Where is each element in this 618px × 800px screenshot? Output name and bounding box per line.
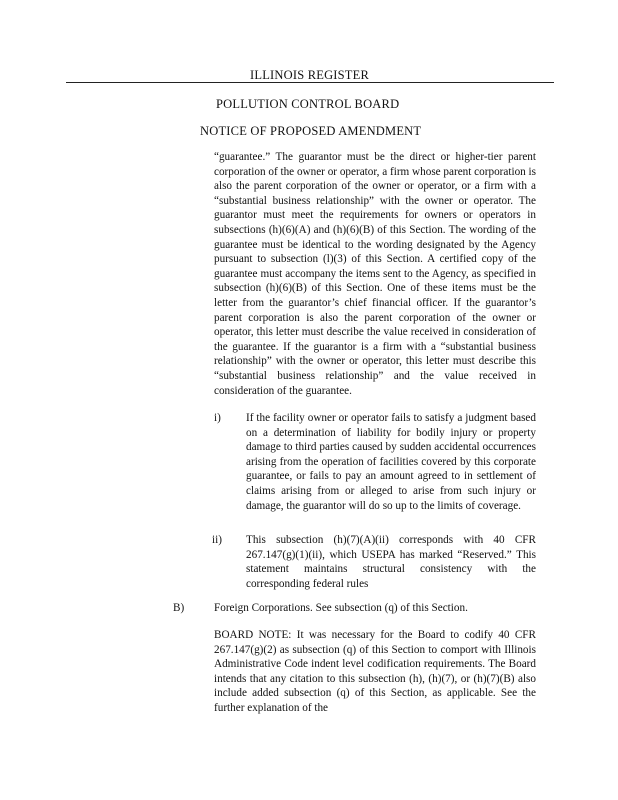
intro-paragraph: “guarantee.” The guarantor must be the direct or higher-tier parent corporation of the owner or operator, a firm whose parent corporation is also the parent corporation of the owner or operator, or a firm with a “substantial business relationship” with the owner or operator. The guarantor must meet the requirements for owners or operators in subsections (h)(6)(A) and (h)(6)(B) of this Section. The wording of the guarantee must be identical to the wording designated by the Agency pursuant to subsection (l)(3) of this Section. A certified copy of the guarantee must accompany the items sent to the Agency, as specified in subsection (h)(6)(B) of this Section. One of these items must be the letter from the guarantor’s chief financial officer. If the guarantor’s parent corporation is also the parent corporation of the owner or operator, this letter must describe the value received in consideration of the guarantee. If the guarantor is a firm with a “substantial business relationship” with the owner or operator, this letter must describe this “substantial business relationship” and the value received in consideration of the guarantee. — [214, 151, 537, 397]
notice-header: NOTICE OF PROPOSED AMENDMENT — [200, 124, 422, 138]
item-ii-text: This subsection (h)(7)(A)(ii) corresponds with 40 CFR 267.147(g)(1)(ii), which USEPA has marked “Reserved.” This statement maintains structural consistency with the corresponding federal rules — [246, 534, 536, 590]
item-i-label: i) — [214, 412, 221, 424]
header-rule — [66, 82, 554, 83]
item-i-text: If the facility owner or operator fails to satisfy a judgment based on a determination of liability for bodily injury or property damage to third parties caused by sudden accidental occurrences arising from the operation of facilities covered by this corporate guarantee, or fails to pay an amount agreed to in settlement of claims arising from or alleged to arise from such injury or damage, the guarantor will do so up to the limits of coverage. — [246, 412, 536, 512]
item-b-text: Foreign Corporations. See subsection (q) of this Section. — [214, 602, 468, 614]
board-note-paragraph: BOARD NOTE: It was necessary for the Board to codify 40 CFR 267.147(g)(2) as subsection (q) of this Section to comport with Illinois Administrative Code indent level codification requirements. The Board intends that any citation to this subsection (h), (h)(7), or (h)(7)(B) also include added subsection (q) of this Section, as applicable. See the further explanation of the — [214, 629, 536, 714]
board-header: POLLUTION CONTROL BOARD — [216, 97, 400, 111]
item-ii-label: ii) — [212, 534, 222, 546]
item-b-label: B) — [173, 602, 185, 614]
register-header: ILLINOIS REGISTER — [250, 68, 370, 82]
